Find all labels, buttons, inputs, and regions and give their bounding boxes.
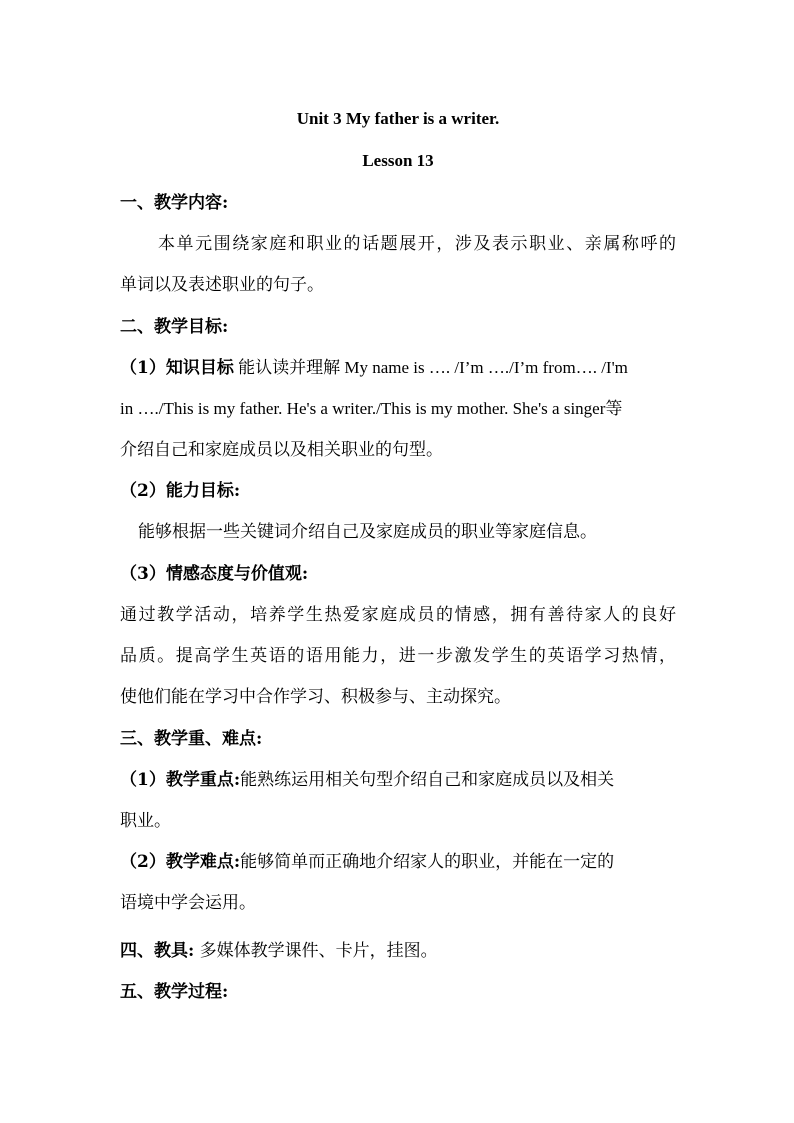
knowledge-goal-line-1 <box>120 357 676 379</box>
emotion-goal-line-2: 品质。提高学生英语的语用能力，进一步激发学生的英语学习热情， <box>120 646 676 666</box>
emotion-goal-line-1: 通过教学活动，培养学生热爱家庭成员的情感，拥有善待家人的良好 <box>120 605 676 625</box>
ability-goal-label: （2）能力目标: <box>120 481 241 501</box>
section-heading-goals: 二、教学目标: <box>120 317 229 337</box>
focus-text-1: 能熟练运用相关句型介绍自己和家庭成员以及相关 <box>240 770 615 790</box>
focus-line-2: 职业。 <box>120 811 171 831</box>
difficulty-line-1 <box>120 851 676 873</box>
section-heading-content: 一、教学内容: <box>120 193 229 213</box>
section-heading-keypoints: 三、教学重、难点: <box>120 729 263 749</box>
lesson-title: Lesson 13 <box>362 151 434 170</box>
section-heading-tools: 四、教具: <box>120 941 195 961</box>
tools-line <box>120 940 676 962</box>
difficulty-text-1: 能够简单而正确地介绍家人的职业，并能在一定的 <box>240 852 615 872</box>
knowledge-goal-text-1: 能认读并理解 My name is …. /I’m …./I’m from…. /I'm <box>233 358 628 377</box>
knowledge-goal-line-2: in …./This is my father. He's a writer./This is my mother. She's a singer等 <box>120 399 623 418</box>
document-title: Unit 3 My father is a writer. <box>296 109 500 128</box>
knowledge-goal-line-3: 介绍自己和家庭成员以及相关职业的句型。 <box>120 440 443 460</box>
tools-text: 多媒体教学课件、卡片，挂图。 <box>194 941 438 961</box>
emotion-goal-label: （3）情感态度与价值观: <box>120 564 309 584</box>
focus-label: （1）教学重点: <box>120 770 241 790</box>
ability-goal-text: 能够根据一些关键词介绍自己及家庭成员的职业等家庭信息。 <box>138 522 597 542</box>
emotion-goal-line-3: 使他们能在学习中合作学习、积极参与、主动探究。 <box>120 687 511 707</box>
difficulty-line-2: 语境中学会运用。 <box>120 893 256 913</box>
section-heading-process: 五、教学过程: <box>120 982 229 1002</box>
knowledge-goal-label: （1）知识目标 <box>120 358 234 378</box>
difficulty-label: （2）教学难点: <box>120 852 241 872</box>
focus-line-1 <box>120 769 676 791</box>
content-paragraph-line-1: 本单元围绕家庭和职业的话题展开，涉及表示职业、亲属称呼的 <box>158 234 676 254</box>
content-paragraph-line-2: 单词以及表述职业的句子。 <box>120 275 324 295</box>
